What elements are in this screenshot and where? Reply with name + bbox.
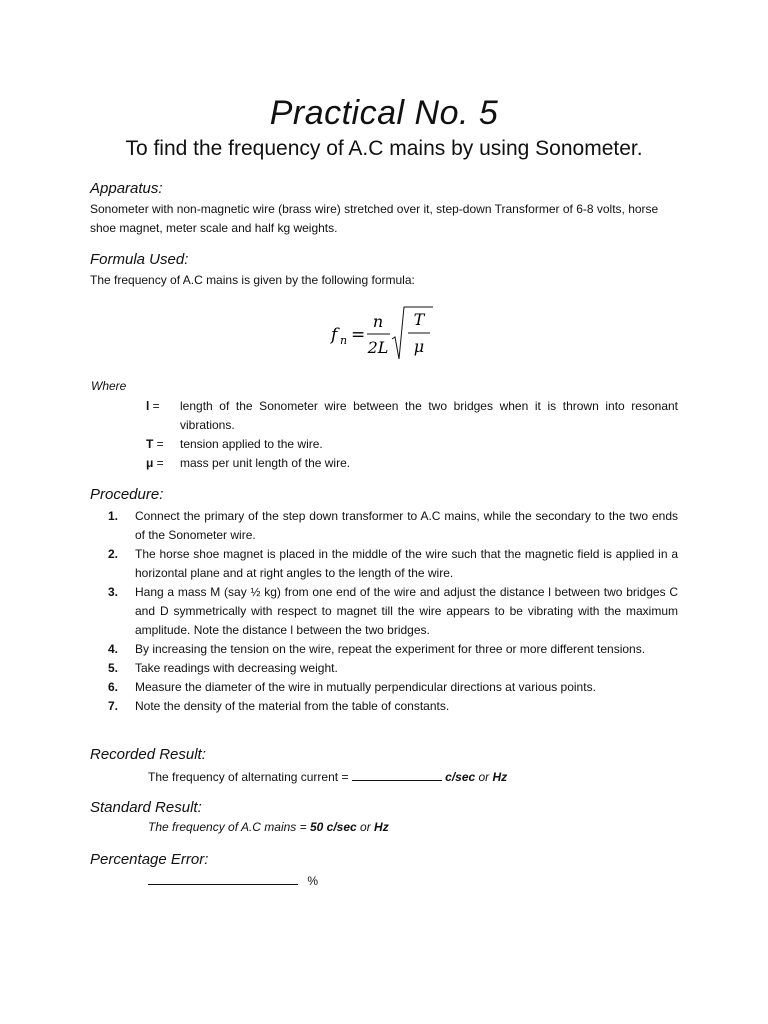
formula-numerator: n — [372, 312, 384, 331]
page-subtitle: To find the frequency of A.C mains by using Sonometer. — [125, 137, 643, 160]
step-text: Measure the diameter of the wire in mutually perpendicular directions at various points. — [135, 680, 596, 694]
definition-symbol: μ — [146, 456, 154, 470]
formula-lhs: f — [331, 325, 338, 345]
recorded-result-heading: Recorded Result: — [90, 746, 206, 763]
step-number: 4. — [108, 642, 119, 656]
definition-symbol: T — [146, 437, 154, 451]
recorded-result-line — [148, 768, 507, 784]
definition-item — [146, 397, 678, 435]
definition-item — [146, 435, 678, 454]
page-title: Practical No. 5 — [269, 94, 499, 132]
procedure-step — [108, 659, 678, 678]
step-number: 7. — [108, 699, 119, 713]
standard-result-heading: Standard Result: — [90, 799, 202, 816]
step-number: 1. — [108, 509, 119, 523]
formula-heading: Formula Used: — [90, 251, 189, 268]
procedure-steps — [108, 507, 678, 716]
frequency-formula — [0, 303, 768, 363]
apparatus-text: Sonometer with non-magnetic wire (brass wire) stretched over it, step-down Transformer of 6-8 volts, horse shoe magnet, meter scale and half kg weights. — [90, 202, 659, 235]
formula-denominator: 2L — [367, 338, 389, 357]
standard-result-line — [148, 820, 389, 834]
definition-symbol: l — [146, 399, 150, 413]
formula-intro: The frequency of A.C mains is given by the following formula: — [90, 273, 415, 287]
step-text: The horse shoe magnet is placed in the middle of the wire such that the magnetic field is applied in a horizontal plane and at right angles to the length of the wire. — [135, 547, 678, 580]
root-denominator: μ — [413, 337, 425, 356]
standard-result-or: or — [356, 820, 375, 834]
procedure-step — [108, 583, 678, 640]
step-number: 2. — [108, 547, 119, 561]
definition-item — [146, 454, 678, 473]
procedure-step — [108, 697, 678, 716]
step-number: 3. — [108, 585, 119, 599]
apparatus-heading: Apparatus: — [90, 180, 163, 197]
step-text: Connect the primary of the step down transformer to A.C mains, while the secondary to the two ends of the Sonometer wire. — [135, 509, 678, 542]
where-label: Where — [91, 379, 127, 393]
recorded-result-label: The frequency of alternating current = — [148, 770, 352, 784]
standard-result-unit2: Hz — [374, 820, 389, 834]
step-number: 6. — [108, 680, 119, 694]
definition-eq: = — [153, 437, 164, 451]
percentage-error-line — [148, 872, 318, 888]
step-text: By increasing the tension on the wire, repeat the experiment for three or more different tensions. — [135, 642, 646, 656]
procedure-step — [108, 545, 678, 583]
definition-text: tension applied to the wire. — [180, 437, 323, 451]
step-text: Note the density of the material from the table of constants. — [135, 699, 450, 713]
definition-list — [146, 397, 678, 473]
procedure-step — [108, 507, 678, 545]
procedure-step — [108, 640, 678, 659]
percentage-error-unit: % — [307, 874, 319, 888]
formula-graphic — [329, 303, 439, 363]
definition-eq: = — [149, 399, 160, 413]
recorded-result-unit2: Hz — [492, 770, 508, 784]
percentage-error-heading: Percentage Error: — [90, 851, 209, 868]
formula-equals: = — [351, 325, 366, 345]
standard-result-label: The frequency of A.C mains = — [148, 820, 310, 834]
step-number: 5. — [108, 661, 119, 675]
step-text: Take readings with decreasing weight. — [135, 661, 338, 675]
procedure-step — [108, 678, 678, 697]
definition-eq: = — [153, 456, 164, 470]
procedure-heading: Procedure: — [90, 486, 164, 503]
standard-result-value: 50 c/sec — [309, 820, 357, 834]
recorded-result-blank — [352, 768, 442, 781]
step-text: Hang a mass M (say ½ kg) from one end of the wire and adjust the distance l between two bridges C and D symmetrically with respect to magnet till the wire appears to be vibrating with the maximum amplitude. Note the distance l between the two bridges. — [135, 585, 678, 637]
definition-text: mass per unit length of the wire. — [180, 456, 351, 470]
formula-lhs-subscript: n — [340, 334, 348, 347]
recorded-result-or: or — [475, 770, 493, 784]
root-numerator: T — [413, 310, 425, 329]
recorded-result-unit: c/sec — [445, 770, 476, 784]
definition-text: length of the Sonometer wire between the two bridges when it is thrown into resonant vibrations. — [180, 399, 678, 432]
percentage-error-blank — [148, 872, 298, 885]
